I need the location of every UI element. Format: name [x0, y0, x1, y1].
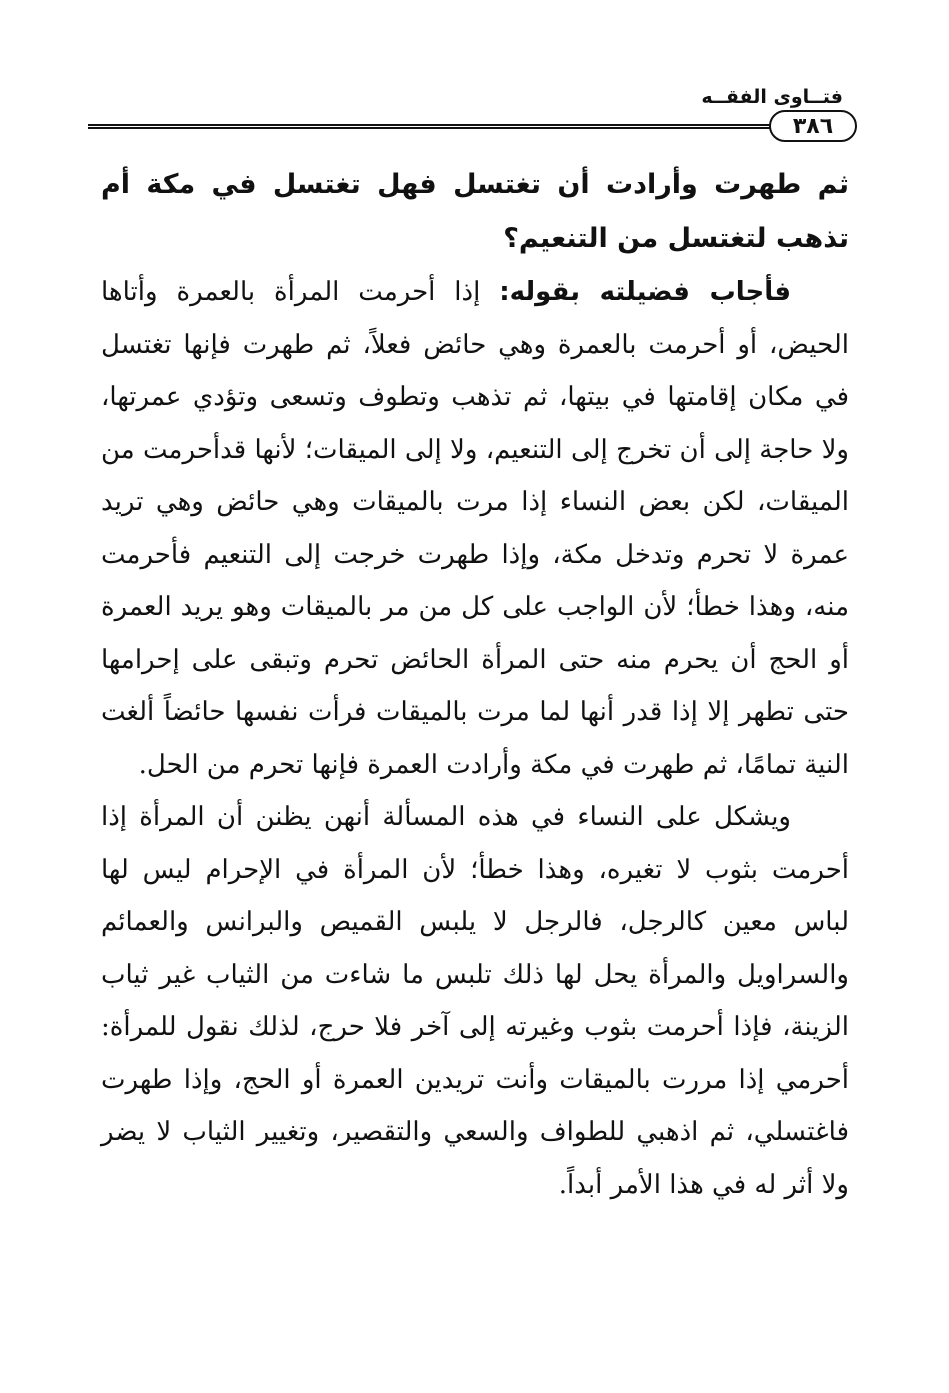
header-rule [88, 124, 800, 129]
answer-text: إذا أحرمت المرأة بالعمرة وأتاها الحيض، أو أحرمت بالعمرة وهي حائض فعلاً، ثم طهرت فإنها تغتسل في مكان إقامتها في بيتها، ثم تذهب وتطوف وتسعى وتؤدي عمرتها، ولا حاجة إلى أن تخرج إلى التنعيم، ولا إلى الميقات؛ لأنها قدأحرمت من الميقات، لكن بعض النساء إذا مرت بالميقات وهي حائض وهي تريد عمرة لا تحرم وتدخل مكة، وإذا طهرت خرجت إلى التنعيم فأحرمت منه، وهذا خطأ؛ لأن الواجب على كل من مر بالميقات وهو يريد العمرة أو الحج أن يحرم منه حتى المرأة الحائض تحرم وتبقى على إحرامها حتى تطهر إلا إذا قدر أنها لما مرت بالميقات فرأت نفسها حائضاً ألغت النية تمامًا، ثم طهرت في مكة وأرادت العمرة فإنها تحرم من الحل. [101, 277, 849, 780]
page-number: ٣٨٦ [769, 110, 857, 142]
answer-paragraph [101, 266, 849, 791]
answer-lead: فأجاب فضيلته بقوله: [499, 277, 792, 307]
second-paragraph: ويشكل على النساء في هذه المسألة أنهن يظنن أن المرأة إذا أحرمت بثوب لا تغيره، وهذا خطأ؛ لأن المرأة في الإحرام ليس لها لباس معين كالرجل، فالرجل لا يلبس القميص والبرانس والعمائم والسراويل والمرأة يحل لها ذلك تلبس ما شاءت من الثياب غير ثياب الزينة، فإذا أحرمت بثوب وغيرته إلى آخر فلا حرج، لذلك نقول للمرأة: أحرمي إذا مررت بالميقات وأنت تريدين العمرة أو الحج، وإذا طهرت فاغتسلي، ثم اذهبي للطواف والسعي والتقصير، وتغيير الثياب لا يضر ولا أثر له في هذا الأمر أبداً. [101, 802, 849, 1200]
question-text: ثم طهرت وأرادت أن تغتسل فهل تغتسل في مكة أم تذهب لتغتسل من التنعيم؟ [101, 169, 849, 254]
running-title: فتــاوى الفقــه [701, 86, 843, 108]
page-body [101, 158, 849, 1211]
